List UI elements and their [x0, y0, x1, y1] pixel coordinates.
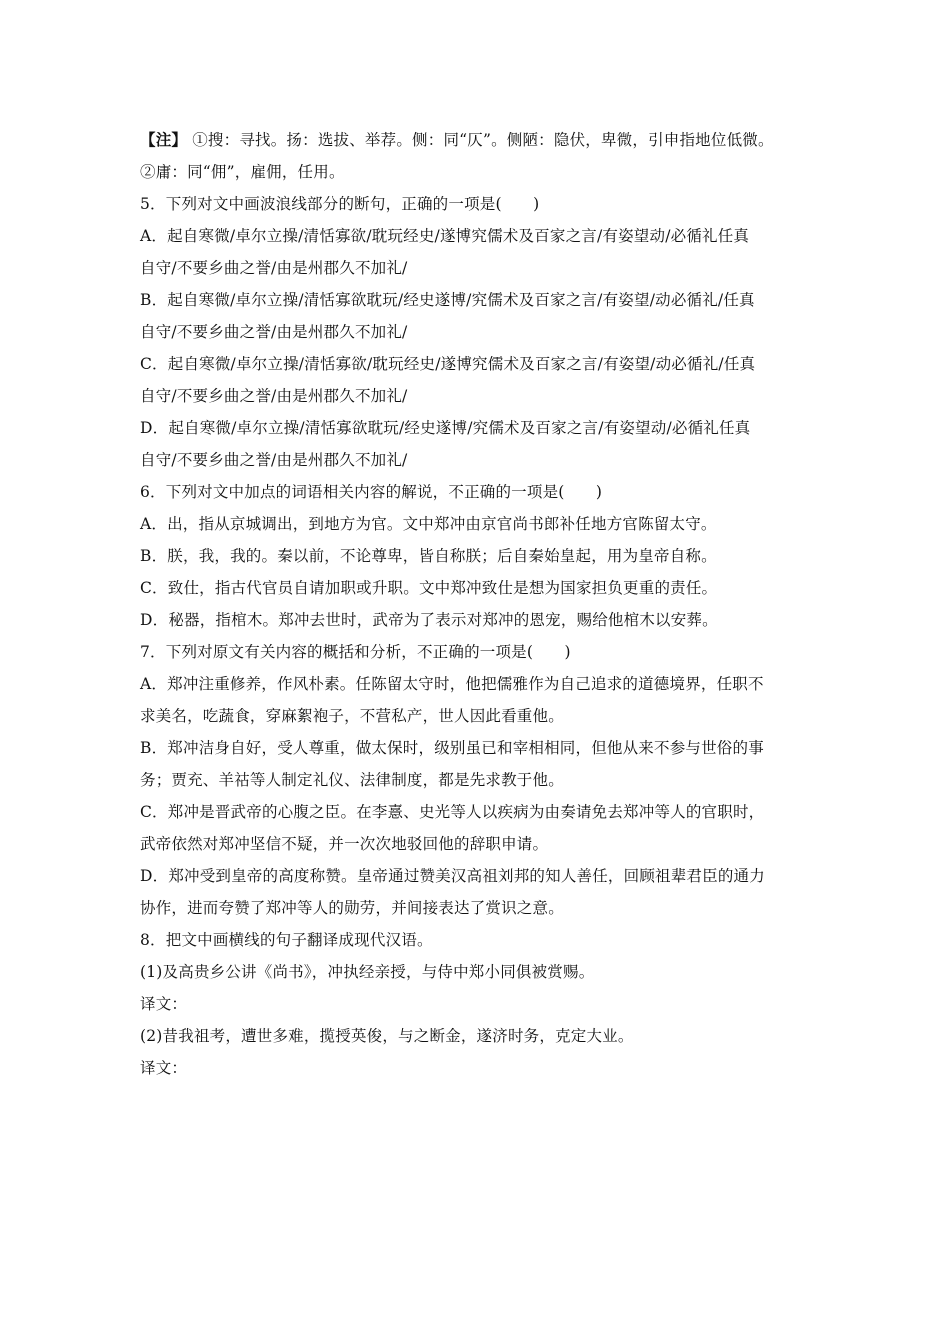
question-6-option-c: C．致仕，指古代官员自请加职或升职。文中郑冲致仕是想为国家担负更重的责任。 — [140, 579, 718, 597]
note-line-1 — [140, 124, 840, 156]
question-5-option-d-cont: 自守/不要乡曲之誉/由是州郡久不加礼/ — [140, 451, 408, 469]
question-6-option-b: B．朕，我，我的。秦以前，不论尊卑，皆自称朕；后自秦始皇起，用为皇帝自称。 — [140, 547, 717, 565]
question-5-option-a-cont: 自守/不要乡曲之誉/由是州郡久不加礼/ — [140, 259, 408, 277]
question-6-option-a: A．出，指从京城调出，到地方为官。文中郑冲由京官尚书郎补任地方官陈留太守。 — [140, 515, 717, 533]
question-5-option-a: A．起自寒微/卓尔立操/清恬寡欲/耽玩经史/遂博究儒术及百家之言/有姿望动/必循礼任真 — [140, 227, 750, 245]
question-8-translation-1-label: 译文： — [140, 995, 188, 1013]
question-7-option-c-cont: 武帝依然对郑冲坚信不疑，并一次次地驳回他的辞职申请。 — [140, 835, 549, 853]
question-5-option-b-cont: 自守/不要乡曲之誉/由是州郡久不加礼/ — [140, 323, 408, 341]
note-line-2: ②庸：同“佣”，雇佣，任用。 — [140, 163, 345, 181]
note-tag: 【注】 — [140, 130, 188, 149]
question-5-option-b: B．起自寒微/卓尔立操/清恬寡欲耽玩/经史遂博/究儒术及百家之言/有姿望/动必循礼/任真 — [140, 291, 755, 309]
question-8-translation-2-label: 译文： — [140, 1059, 188, 1077]
question-6-option-d: D．秘器，指棺木。郑冲去世时，武帝为了表示对郑冲的恩宠，赐给他棺木以安葬。 — [140, 611, 718, 629]
question-5-option-c: C．起自寒微/卓尔立操/清恬寡欲/耽玩经史/遂博究儒术及百家之言/有姿望/动必循礼/任真 — [140, 355, 756, 373]
question-7-option-b-cont: 务；贾充、羊祜等人制定礼仪、法律制度，都是先求教于他。 — [140, 771, 564, 789]
question-8-sentence-2: (2)昔我祖考，遭世多难，揽授英俊，与之断金，遂济时务，克定大业。 — [140, 1027, 634, 1045]
question-7-option-b: B．郑冲洁身自好，受人尊重，做太保时，级别虽已和宰相相同，但他从来不参与世俗的事 — [140, 739, 764, 757]
question-7-option-c: C．郑冲是晋武帝的心腹之臣。在李憙、史光等人以疾病为由奏请免去郑冲等人的官职时， — [140, 803, 765, 821]
note-text-1: ①搜：寻找。扬：选拔、举荐。侧：同“仄”。侧陋：隐伏，卑微，引申指地位低微。 — [187, 131, 774, 149]
question-5-option-d: D．起自寒微/卓尔立操/清恬寡欲耽玩/经史遂博/究儒术及百家之言/有姿望动/必循礼任真 — [140, 419, 751, 437]
question-7-stem: 7．下列对原文有关内容的概括和分析，不正确的一项是( ) — [140, 643, 571, 661]
document-page — [140, 124, 840, 1084]
question-8-stem: 8．把文中画横线的句子翻译成现代汉语。 — [140, 931, 433, 949]
question-7-option-a-cont: 求美名，吃蔬食，穿麻絮袍子，不营私产，世人因此看重他。 — [140, 707, 564, 725]
question-5-option-c-cont: 自守/不要乡曲之誉/由是州郡久不加礼/ — [140, 387, 408, 405]
question-5-stem: 5．下列对文中画波浪线部分的断句，正确的一项是( ) — [140, 195, 540, 213]
question-7-option-a: A．郑冲注重修养，作风朴素。任陈留太守时，他把儒雅作为自己追求的道德境界，任职不 — [140, 675, 764, 693]
question-7-option-d-cont: 协作，进而夸赞了郑冲等人的勋劳，并间接表达了赏识之意。 — [140, 899, 564, 917]
question-6-stem: 6．下列对文中加点的词语相关内容的解说，不正确的一项是( ) — [140, 483, 603, 501]
question-8-sentence-1: (1)及高贵乡公讲《尚书》，冲执经亲授，与侍中郑小同俱被赏赐。 — [140, 963, 595, 981]
question-7-option-d: D．郑冲受到皇帝的高度称赞。皇帝通过赞美汉高祖刘邦的知人善任，回顾祖辈君臣的通力 — [140, 867, 765, 885]
